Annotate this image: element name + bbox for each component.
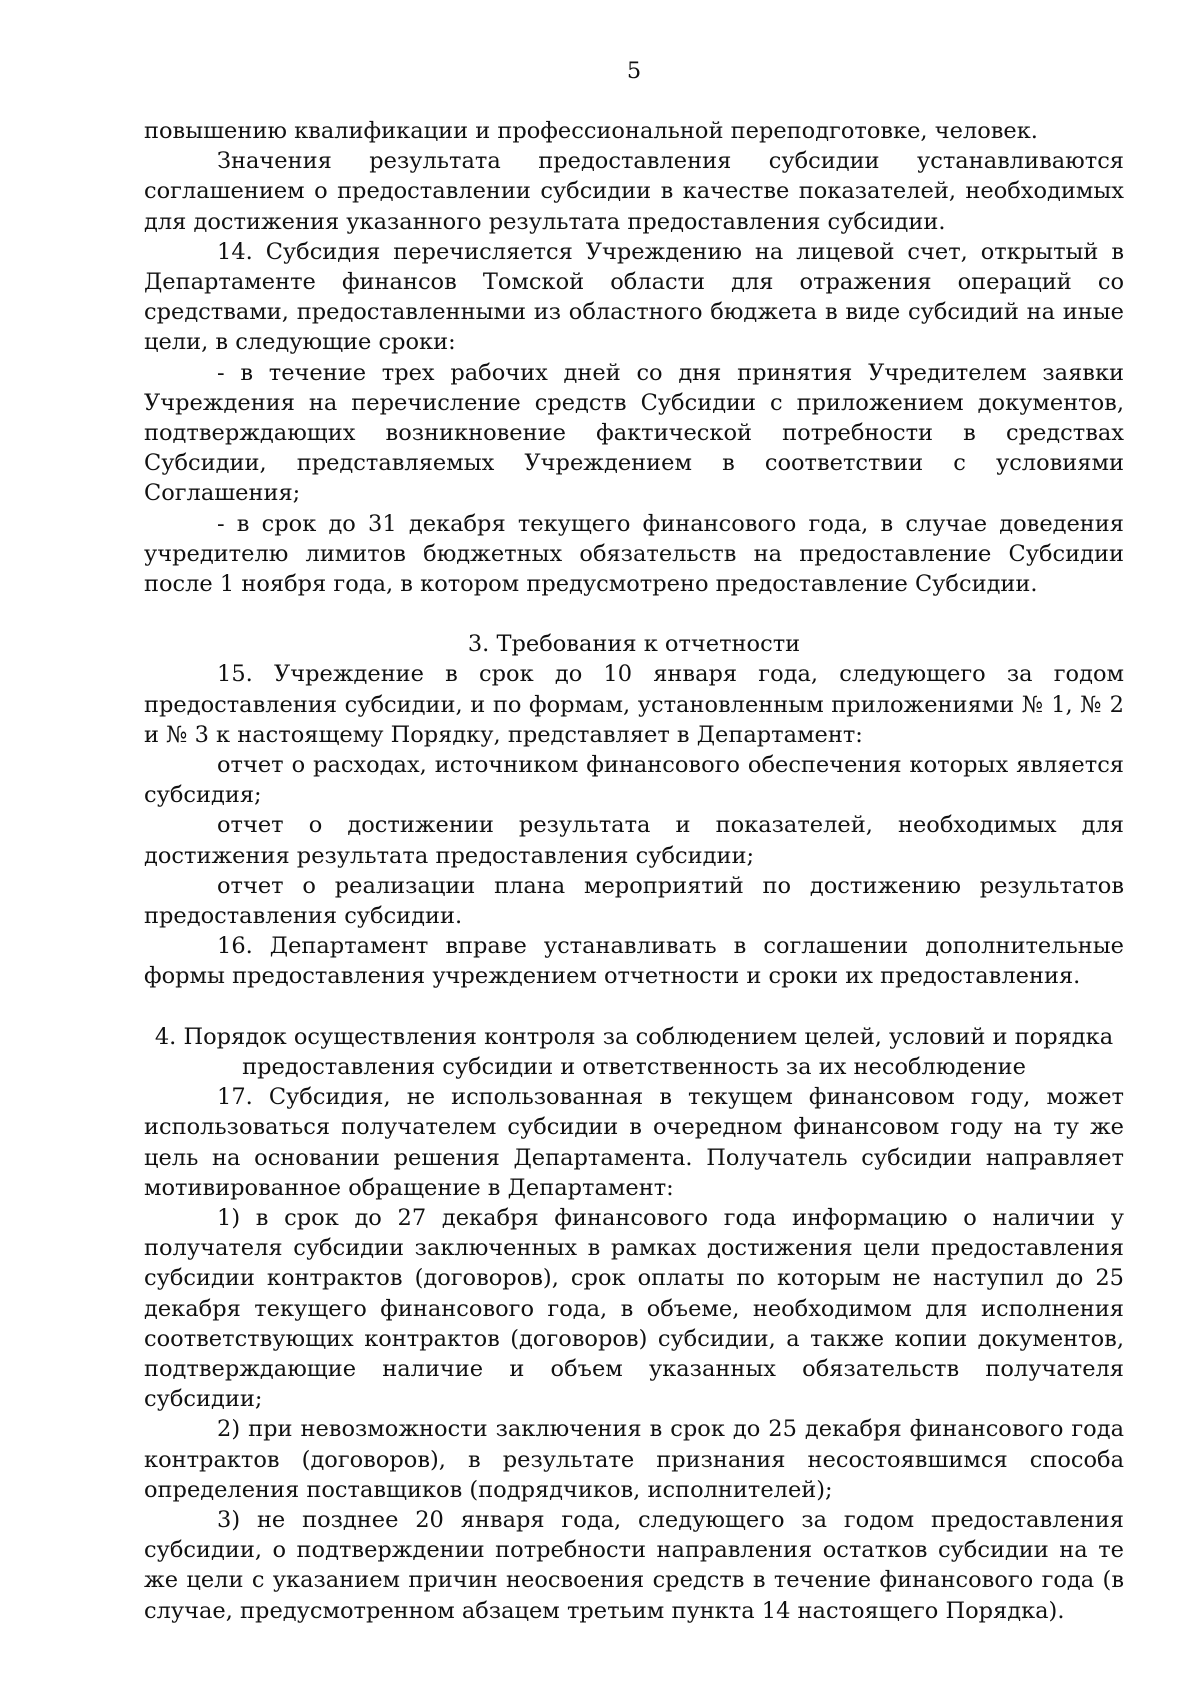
paragraph: 14. Субсидия перечисляется Учреждению на лицевой счет, открытый в Департаменте финансов Томской области для отражения операций со средствами, предоставленными из областного бюджета в виде субсидий на иные цели, в следующие сроки: <box>144 238 1124 356</box>
paragraph: Значения результата предоставления субсидии устанавливаются соглашением о предоставлении субсидии в качестве показателей, необходимых для достижения указанного результата предоставления субсидии. <box>144 148 1124 235</box>
paragraph: 3) не позднее 20 января года, следующего за годом предоставления субсидии, о подтверждении потребности направления остатков субсидии на те же цели с указанием причин неосвоения средств в течение финансового года (в случае, предусмотренном абзацем третьим пункта 14 настоящего Порядка). <box>144 1506 1124 1624</box>
section-heading: 3. Требования к отчетности <box>467 631 801 658</box>
paragraph: отчет о расходах, источником финансового обеспечения которых является субсидия; <box>144 752 1124 809</box>
section-gap <box>144 599 1124 629</box>
section-heading: 4. Порядок осуществления контроля за соблюдением целей, условий и порядка предоставления субсидии и ответственность за их несоблюдение <box>154 1023 1114 1080</box>
section-gap <box>144 992 1124 1022</box>
paragraph: 16. Департамент вправе устанавливать в соглашении дополнительные формы предоставления учреждением отчетности и сроки их предоставления. <box>144 933 1124 990</box>
paragraph: отчет о достижении результата и показателей, необходимых для достижения результата предоставления субсидии; <box>144 812 1124 869</box>
page-number: 5 <box>626 58 642 84</box>
paragraph: повышению квалификации и профессиональной переподготовке, человек. <box>144 118 1038 144</box>
paragraph: отчет о реализации плана мероприятий по достижению результатов предоставления субсидии. <box>144 872 1124 930</box>
paragraph: 1) в срок до 27 декабря финансового года информацию о наличии у получателя субсидии заключенных в рамках достижения цели предоставления субсидии контрактов (договоров), срок оплаты по которым не наступил до 25 декабря текущего финансового года, в объеме, необходимом для исполнения соответствующих контрактов (договоров) субсидии, а также копии документов, подтверждающие наличие и объем указанных обязательств получателя субсидии; <box>144 1204 1124 1413</box>
paragraph: - в срок до 31 декабря текущего финансового года, в случае доведения учредителю лимитов бюджетных обязательств на предоставление Субсидии после 1 ноября года, в котором предусмотрено предоставление Субсидии. <box>144 510 1124 598</box>
paragraph: 2) при невозможности заключения в срок до 25 декабря финансового года контрактов (договоров), в результате признания несостоявшимся способа определения поставщиков (подрядчиков, исполнителей); <box>144 1416 1124 1503</box>
document-body <box>144 116 1124 1626</box>
paragraph: 17. Субсидия, не использованная в текущем финансовом году, может использоваться получателем субсидии в очередном финансовом году на ту же цель на основании решения Департамента. Получатель субсидии направляет мотивированное обращение в Департамент: <box>144 1084 1124 1201</box>
paragraph: 15. Учреждение в срок до 10 января года, следующего за годом предоставления субсидии, и по формам, установленным приложениями № 1, № 2 и № 3 к настоящему Порядку, представляет в Департамент: <box>144 661 1124 748</box>
paragraph: - в течение трех рабочих дней со дня принятия Учредителем заявки Учреждения на перечисление средств Субсидии с приложением документов, подтверждающих возникновение фактической потребности в средствах Субсидии, представляемых Учреждением в соответствии с условиями Соглашения; <box>144 359 1124 507</box>
